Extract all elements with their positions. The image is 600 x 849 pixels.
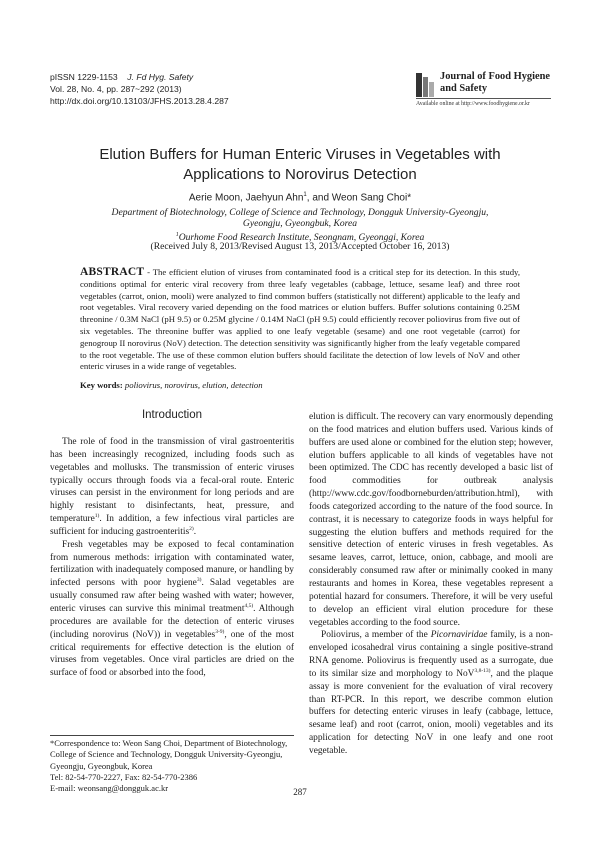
affiliation-1-location: Gyeongju, Gyeongbuk, Korea [242,218,358,230]
affiliations [40,207,560,243]
page-number: 287 [293,787,307,797]
logo-title: Journal of Food Hygiene and Safety [440,71,550,94]
paragraph: The role of food in the transmission of viral gastroenteritis has been increasingly recognized, including foods such as vegetables and mollusks. The transmission of enteric viruses typically occurs through foods via a fecal-oral route. Enteric viruses can persist in the environment for long periods and are highly resistant to disinfectants, heat, pressure, and temperature$^{1)}$. In addition, a few infectious viral particles are sufficient for inducing gastroenteritis$^{2)}$. [50,437,294,537]
abstract [80,267,520,373]
journal-abbr: J. Fd Hyg. Safety [127,72,194,82]
keywords-label: Key words: [80,380,123,390]
journal-logo-icon [416,73,436,97]
journal-header [50,71,229,108]
section-heading-introduction: Introduction [141,409,203,421]
received-dates: (Received July 8, 2013/Revised August 13, 2013/Accepted October 16, 2013) [150,241,450,252]
correspondence-footnote [50,738,294,794]
author-list: Aerie Moon, Jaehyun Ahn$^1$, and Weon Sang Choi* [188,192,412,204]
body-right-column [309,411,553,758]
logo-divider [416,98,551,99]
keywords-text: poliovirus, norovirus, elution, detection [122,380,263,390]
volume-info: Vol. 28, No. 4, pp. 287~292 (2013) [50,84,182,95]
affiliation-2: $^1$Ourhome Food Research Institute, Seongnam, Gyeonggi, Korea [175,231,425,243]
abstract-label: ABSTRACT [80,266,145,278]
doi-link[interactable]: http://dx.doi.org/10.13103/JFHS.2013.28.4.287 [50,96,229,107]
footnote-divider [50,735,294,736]
correspondence-text: *Correspondence to: Weon Sang Choi, Department of Biotechnology, College of Science and Technology, Dongguk University-Gyeongju, Gyeongju, Gyeongbuk, Korea [50,738,288,771]
paragraph: elution is difficult. The recovery can vary enormously depending on the food matrices and elution buffers used. Various kinds of buffers are used alone or combined for the elution step; however, elution buffers applicable to all kinds of vegetables have not been optimized. The CDC has recently developed a basic list of food commodities for outbreak analysis (http://www.cdc.gov/foodborneburden/attribution.html), with foods categorized according to the nature of the food source. In contrast, it is necessary to categorize foods in ways helpful for suggesting the elution buffers and methods required for the sensitive detection of enteric viruses in fresh vegetables. As sesame leaves, carrot, lettuce, onion, cabbage, and mooli are considerably consumed raw after or minimally cooked in many restaurants and homes in Korea, these vegetables represent a potential hazard for consumers. Therefore, it will be very useful to develop an efficient viral elution procedure for these vegetables according to the food source. [309,412,553,628]
paper-title: Elution Buffers for Human Enteric Viruses in Vegetables with Applications to Norovirus Detection [99,146,501,183]
affiliation-1: Department of Biotechnology, College of Science and Technology, Dongguk University-Gyeongju, [111,207,489,218]
paragraph: Poliovirus, a member of the Picornaviridae family, is a non-enveloped icosahedral virus containing a single positive-strand RNA genome. Poliovirus is frequently used as a surrogate, due to its similar size and morphology to NoV$^{3,8-13)}$, and the plaque assay is more convenient for the evaluation of viral recovery than RT-PCR. In this report, we describe common elution buffers for detecting enteric viruses in leafy (cabbage, lettuce, sesame leaf) and root (carrot, onion, mooli) vegetables and its application for detecting NoV in one leafy and one root vegetable. [309,630,553,756]
issn: pISSN 1229-1153 [50,72,118,82]
abstract-text: - The efficient elution of viruses from contaminated food is a critical step for its detection. In this study, conditions optimal for enteric viral recovery from three leafy vegetables (cabbage, lettuce, sesame leaf) and three root vegetables (carrot, onion, mooli) were analyzed to find common buffers (statistically not different) applicable to the leafy and root vegetables. Viral recovery varied depending on the food matrices or elution buffers. Buffer solutions containing 0.25M threonine / 0.3M NaCl (pH 9.5) or 0.25M glycine / 0.14M NaCl (pH 9.5) could efficiently recover poliovirus from five out of six vegetables. The threonine buffer was applied to one leafy vegetable (sesame) and one root vegetable (carrot) for genogroup II norovirus (NoV) detection. The detection sensitivity was significantly higher from the leafy vegetable compared to the root vegetable. The use of these common elution buffers should facilitate the detection of low levels of NoV and other enteric viruses in a wide range of vegetables. [80,267,520,372]
paragraph: Fresh vegetables may be exposed to fecal contamination from numerous methods: irrigation with contaminated water, fertilization with inadequately composed manure, or handling by infected persons with poor hygiene$^{3)}$. Salad vegetables are usually consumed raw after being washed with water; however, enteric viruses can survive this minimal treatment$^{4,5)}$. Although procedures are available for the detection of enteric viruses (including norovirus (NoV)) in vegetables$^{3-9)}$, one of the most critical requirements for effective detection is the elution of viruses from vegetables. Once viral particles are dried on the surface of food or absorbed into the food, [50,539,294,679]
logo-url[interactable]: Available online at http://www.foodhygiene.or.kr [416,101,530,107]
keywords [80,380,520,390]
body-left-column [50,436,294,680]
phone-fax: Tel: 82-54-770-2227, Fax: 82-54-770-2386 [50,771,198,782]
email[interactable]: E-mail: weonsang@dongguk.ac.kr [50,783,169,794]
